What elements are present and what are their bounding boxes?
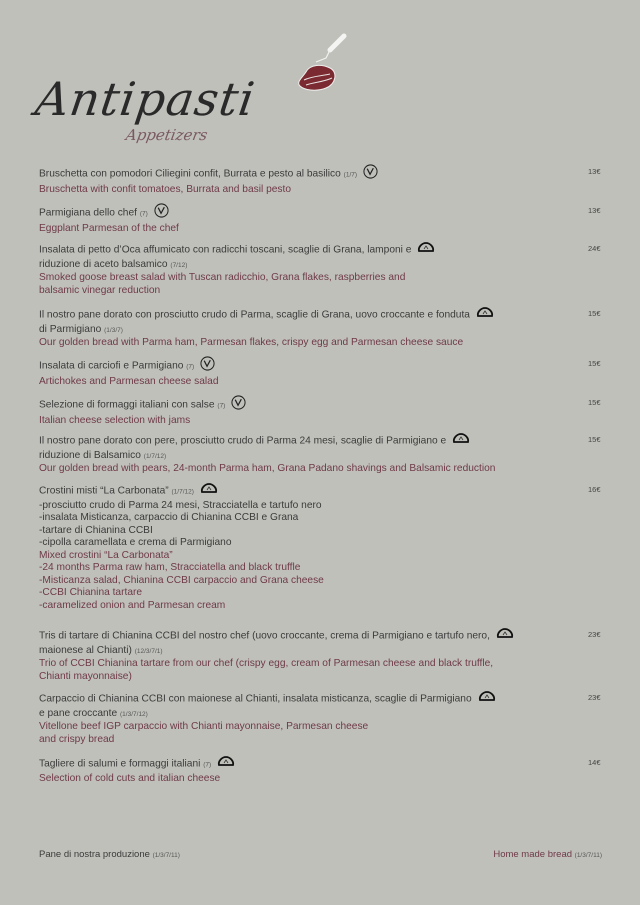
item-price: 16€ xyxy=(588,485,601,494)
restaurant-logo-icon xyxy=(292,28,352,98)
allergens: (7) xyxy=(186,363,195,371)
allergens: (7/12) xyxy=(170,261,188,269)
item-price: 23€ xyxy=(588,693,601,702)
menu-item xyxy=(39,203,559,235)
signature-icon xyxy=(417,241,435,259)
footer-english xyxy=(493,849,602,860)
item-price: 15€ xyxy=(588,398,601,407)
item-price: 15€ xyxy=(588,359,601,368)
footer-allergens-en: (1/3/7/11) xyxy=(574,852,602,859)
item-description-en: Mixed crostini “La Carbonata” xyxy=(39,549,173,561)
item-description-en: Smoked goose breast salad with Tuscan radicchio, Grana flakes, raspberries and xyxy=(39,272,406,283)
signature-icon xyxy=(478,690,496,708)
signature-icon xyxy=(496,627,514,645)
item-name-it: Crostini misti “La Carbonata” (1/7/12) xyxy=(39,482,559,500)
allergens: (7) xyxy=(203,761,212,769)
page-subtitle: Appetizers xyxy=(124,126,209,144)
item-name-it: Selezione di formaggi italiani con salse (7) xyxy=(39,395,559,415)
vegetarian-icon xyxy=(231,395,246,415)
menu-item xyxy=(39,395,559,427)
item-description-en: -Misticanza salad, Chianina CCBI carpaccio and Grana cheese xyxy=(39,574,324,586)
allergens: (1/3/7/12) xyxy=(120,710,148,718)
item-name-it-cont: di Parmigiano (1/3/7) xyxy=(39,323,123,335)
footer-bread-it: Pane di nostra produzione xyxy=(39,849,150,860)
item-name-it-cont: riduzione di Balsamico (1/7/12) xyxy=(39,449,167,461)
item-name-it: Tagliere di salumi e formaggi italiani (7) xyxy=(39,755,559,773)
item-name-it: Insalata di petto d’Oca affumicato con radicchi toscani, scaglie di Grana, lamponi e xyxy=(39,241,559,259)
item-description-en: Trio of CCBI Chianina tartare from our chef (crispy egg, cream of Parmesan cheese and black truffle, xyxy=(39,658,494,669)
menu-item xyxy=(39,432,559,476)
item-description-en: Selection of cold cuts and italian cheese xyxy=(39,772,221,784)
item-component-it: -prosciutto crudo di Parma 24 mesi, Stracciatella e tartufo nero xyxy=(39,499,322,511)
allergens: (7) xyxy=(139,210,148,218)
item-price: 14€ xyxy=(588,758,601,767)
item-name-it: Bruschetta con pomodori Ciliegini confit, Burrata e pesto al basilico (1/7) xyxy=(39,164,559,184)
menu-item xyxy=(39,241,559,297)
item-description-en: -caramelized onion and Parmesan cream xyxy=(39,599,226,611)
allergens: (1/3/7) xyxy=(104,326,123,334)
item-price: 13€ xyxy=(588,206,601,215)
vegetarian-icon xyxy=(363,164,378,184)
menu-item xyxy=(39,627,559,683)
item-price: 23€ xyxy=(588,630,601,639)
item-name-it-cont: e pane croccante (1/3/7/12) xyxy=(39,707,148,719)
footer-bread-en: Home made bread xyxy=(493,849,573,860)
item-name-it: Il nostro pane dorato con prosciutto crudo di Parma, scaglie di Grana, uovo croccante e fonduta xyxy=(39,306,559,324)
signature-icon xyxy=(476,306,494,324)
item-component-it: -insalata Misticanza, carpaccio di Chianina CCBI e Grana xyxy=(39,512,299,523)
item-component-it: -tartare di Chianina CCBI xyxy=(39,524,153,536)
menu-item xyxy=(39,482,559,612)
vegetarian-icon xyxy=(200,356,215,376)
item-description-en: Artichokes and Parmesan cheese salad xyxy=(39,375,219,387)
vegetarian-icon xyxy=(154,203,169,223)
allergens: (7) xyxy=(217,402,226,410)
item-description-en: -24 months Parma raw ham, Stracciatella and black truffle xyxy=(39,562,301,573)
item-price: 15€ xyxy=(588,435,601,444)
footer-italian xyxy=(39,849,180,860)
menu-item xyxy=(39,755,559,785)
item-name-it-cont: riduzione di aceto balsamico (7/12) xyxy=(39,258,188,270)
menu-item xyxy=(39,306,559,350)
item-name-it: Parmigiana dello chef (7) xyxy=(39,203,559,223)
menu-item xyxy=(39,356,559,388)
item-description-en: Chianti mayonnaise) xyxy=(39,670,132,682)
item-name-it: Il nostro pane dorato con pere, prosciutto crudo di Parma 24 mesi, scaglie di Parmigiano e xyxy=(39,432,559,450)
item-description-en: Eggplant Parmesan of the chef xyxy=(39,222,179,234)
item-name-it-cont: maionese al Chianti) (12/3/7/1) xyxy=(39,644,163,656)
item-name-it: Tris di tartare di Chianina CCBI del nostro chef (uovo croccante, crema di Parmigiano e tartufo nero, xyxy=(39,627,559,645)
footer-allergens-it: (1/3/7/11) xyxy=(152,852,180,859)
item-description-en: Our golden bread with Parma ham, Parmesan flakes, crispy egg and Parmesan cheese sauce xyxy=(39,337,464,348)
allergens: (1/7) xyxy=(343,171,358,179)
item-description-en: Bruschetta with confit tomatoes, Burrata and basil pesto xyxy=(39,183,291,195)
item-name-it: Insalata di carciofi e Parmigiano (7) xyxy=(39,356,559,376)
item-price: 24€ xyxy=(588,244,601,253)
signature-icon xyxy=(200,482,218,500)
item-description-en: Italian cheese selection with jams xyxy=(39,414,191,426)
item-description-en: balsamic vinegar reduction xyxy=(39,284,161,296)
item-description-en: Our golden bread with pears, 24-month Parma ham, Grana Padano shavings and Balsamic reduction xyxy=(39,463,496,474)
item-description-en: and crispy bread xyxy=(39,733,115,745)
allergens: (12/3/7/1) xyxy=(134,647,163,655)
page-title: Antipasti xyxy=(32,72,259,126)
item-price: 15€ xyxy=(588,309,601,318)
item-description-en: -CCBI Chianina tartare xyxy=(39,587,143,598)
item-name-it: Carpaccio di Chianina CCBI con maionese al Chianti, insalata misticanza, scaglie di Parmigiano xyxy=(39,690,559,708)
item-price: 13€ xyxy=(588,167,601,176)
item-description-en: Vitellone beef IGP carpaccio with Chianti mayonnaise, Parmesan cheese xyxy=(39,721,369,732)
item-component-it: -cipolla caramellata e crema di Parmigiano xyxy=(39,537,232,548)
allergens: (1/7/12) xyxy=(171,488,194,496)
signature-icon xyxy=(452,432,470,450)
signature-icon xyxy=(217,755,235,773)
menu-item xyxy=(39,164,559,196)
allergens: (1/7/12) xyxy=(143,452,167,460)
menu-item xyxy=(39,690,559,746)
